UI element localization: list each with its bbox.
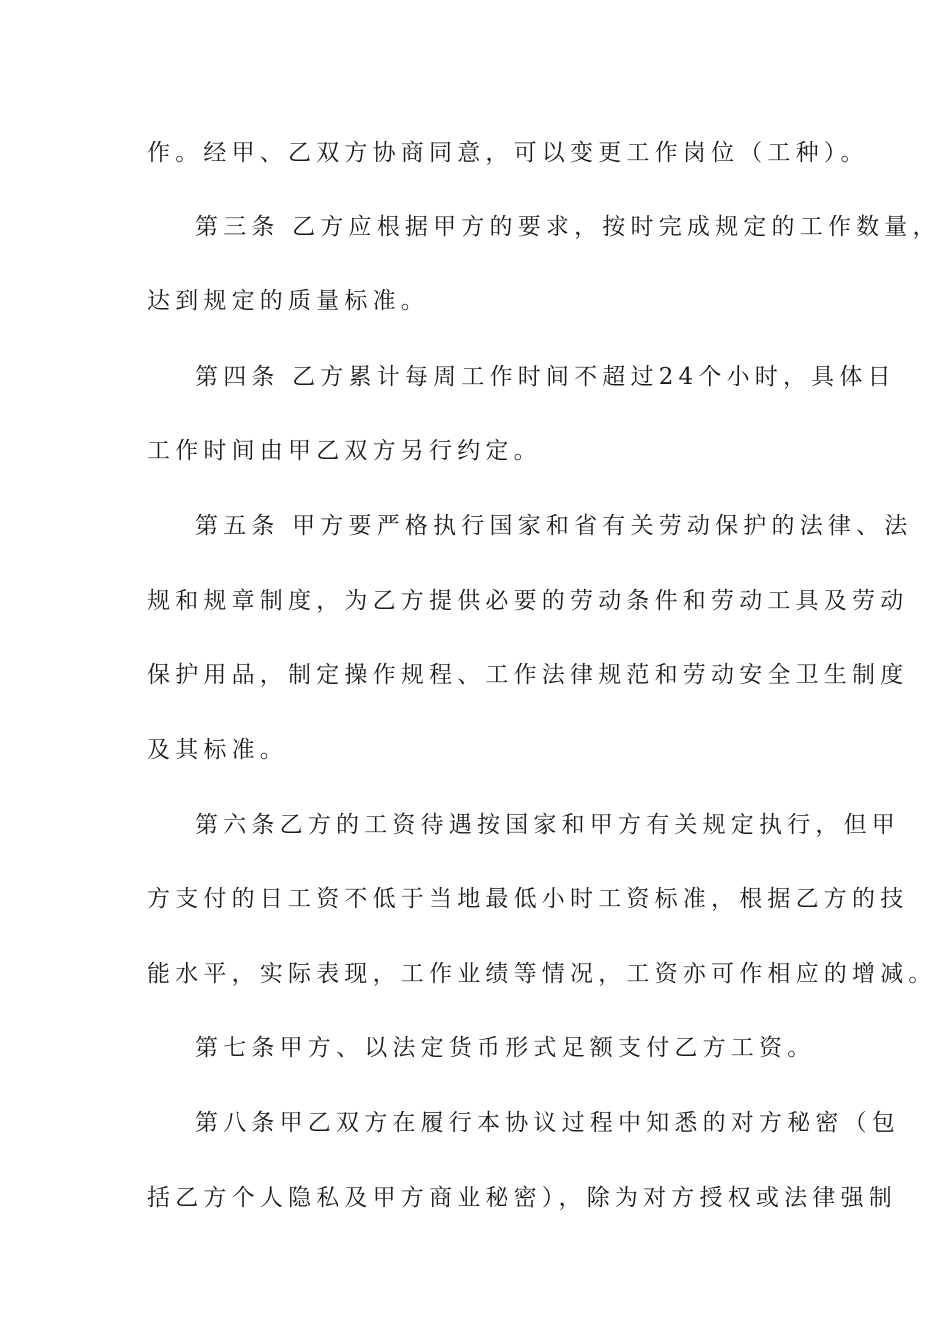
article-5-line: 第五条 甲方要严格执行国家和省有关劳动保护的法律、法 [195, 513, 913, 539]
article-7-line: 第七条甲方、以法定货币形式足额支付乙方工资。 [195, 1035, 816, 1061]
text-line: 括乙方个人隐私及甲方商业秘密），除为对方授权或法律强制 [147, 1185, 897, 1211]
text-line: 能水平，实际表现，工作业绩等情况，工资亦可作相应的增减。 [147, 961, 937, 987]
text-line: 规和规章制度，为乙方提供必要的劳动条件和劳动工具及劳动 [147, 588, 909, 614]
text-line: 达到规定的质量标准。 [147, 288, 429, 314]
article-8-line: 第八条甲乙双方在履行本协议过程中知悉的对方秘密（包 [195, 1110, 900, 1136]
text-line: 方支付的日工资不低于当地最低小时工资标准，根据乙方的技 [147, 886, 909, 912]
text-line: 保护用品，制定操作规程、工作法律规范和劳动安全卫生制度 [147, 662, 909, 688]
text-line: 工作时间由甲乙双方另行约定。 [147, 438, 542, 464]
text-line: 作。经甲、乙双方协商同意，可以变更工作岗位（工种）。 [147, 140, 869, 166]
article-6-line: 第六条乙方的工资待遇按国家和甲方有关规定执行，但甲 [195, 812, 900, 838]
text-line: 及其标准。 [147, 737, 288, 763]
article-4-line: 第四条 乙方累计每周工作时间不超过24个小时，具体日 [195, 364, 896, 390]
article-3-line: 第三条 乙方应根据甲方的要求，按时完成规定的工作数量， [195, 214, 941, 240]
